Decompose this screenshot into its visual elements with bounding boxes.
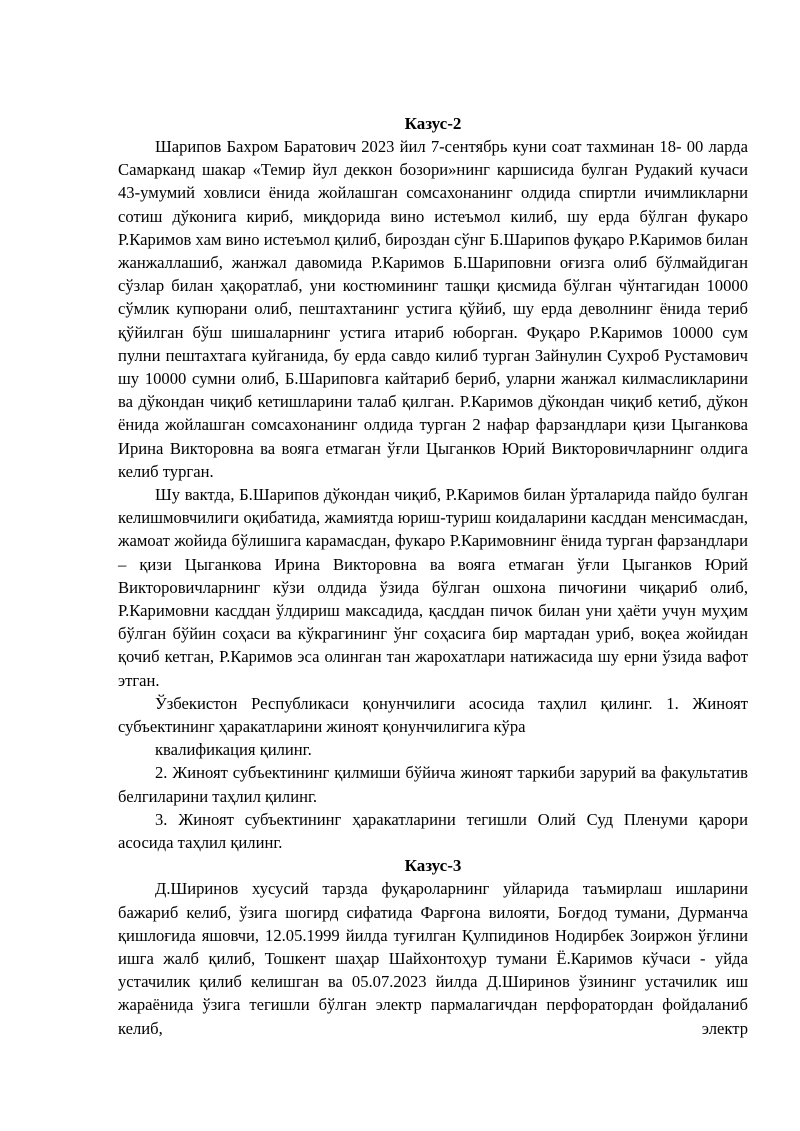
case-2-task-3: 3. Жиноят субъектининг ҳаракатларини тегишли Олий Суд Пленуми қарори асосида таҳлил қилинг. — [118, 809, 748, 853]
case-2-paragraph-1: Шарипов Бахром Баратович 2023 йил 7-сентябрь куни соат тахминан 18- 00 ларда Самарканд шакар «Темир йул деккон бозори»нинг каршисида булган Рудакий кучаси 43-умумий ховлиси ёнида жойлашган сомсахонанинг олдида спиртли ичимликларни сотиш дўконига кириб, миқдорида вино истеъмол килиб, шу ерда бўлган фукаро Р.Каримов хам вино истеъмол қилиб, бироздан сўнг Б.Шарипов фуқаро Р.Каримов билан жанжаллашиб, жанжал давомида Р.Каримов Б.Шариповни оғизга олиб бўлмайдиган сўзлар билан ҳақоратлаб, уни костюмининг ташқи қисмида бўлган чўнтагидан 10000 сўмлик купюрани олиб, пештахтанинг устига қўйиб, шу ерда деволнинг ёнида териб қўйилган бўш шишаларнинг устига итариб юборган. Фуқаро Р.Каримов 10000 сум пулни пештахтага куйганида, бу ерда савдо килиб турган Зайнулин Сухроб Рустамович шу 10000 сумни олиб, Б.Шариповга кайтариб бериб, уларни жанжал килмасликларини ва дўкондан чиқиб кетишларини талаб қилган. Р.Каримов дўкондан чиқиб кетиб, дўкон ёнида жойлашган сомсахонанинг олдида турган 2 нафар фарзандлари қизи Цыганкова Ирина Викторовна ва вояга етмаган ўғли Цыганков Юрий Викторовичларнинг олдига келиб турган. — [118, 137, 748, 481]
case-2-title: Казус-2 — [404, 114, 462, 133]
case-3-paragraph-1: Д.Ширинов хусусий тарзда фуқароларнинг уйларида таъмирлаш ишларини бажариб келиб, ўзига шогирд сифатида Фарғона вилояти, Боғдод тумани, Дурманча қишлоғида яшовчи, 12.05.1999 йилда туғилган Қулпидинов Нодирбек Зоиржон ўғлини ишга жалб қилиб, Тошкент шаҳар Шайхонтоҳур тумани Ё.Каримов кўчаси - уйда устачилик қилиб келишган ва 05.07.2023 йилда Д.Ширинов ўзининг устачилик иш жараёнида ўзига тегишли бўлган электр пармалагичдан перфоратордан фойдаланиб келиб, электр — [118, 879, 748, 1038]
case-2-task-2: 2. Жиноят субъектининг қилмиши бўйича жиноят таркиби зарурий ва факультатив белгиларини таҳлил қилинг. — [118, 763, 748, 806]
case-2-task-1-continued: квалификация қилинг. — [155, 740, 312, 760]
case-2-task-1: Ўзбекистон Республикаси қонунчилиги асосида таҳлил қилинг. 1. Жиноят субъектининг ҳаракатларини жиноят қонунчилигига кўра — [118, 693, 748, 737]
case-3-title: Казус-3 — [404, 856, 462, 876]
case-2-paragraph-2: Шу вактда, Б.Шарипов дўкондан чиқиб, Р.Каримов билан ўрталарида пайдо булган келишмовчилиги оқибатида, жамиятда юриш-туриш коидаларини касддан менсимасдан, жамоат жойида бўлишига карамасдан, фукаро Р.Каримовнинг ёнида турган фарзандлари – қизи Цыганкова Ирина Викторовна ва вояга етмаган ўғли Цыганков Юрий Викторовичларнинг кўзи олдида ўзида бўлган ошхона пичоғини чиқариб олиб, Р.Каримовни касддан ўлдириш максадида, қасддан пичок билан уни ҳаёти учун муҳим бўлган бўйин соҳаси ва кўкрагининг ўнг соҳасига бир мартадан уриб, воқеа жойидан қочиб кетган, Р.Каримов эса олинган тан жарохатлари натижасида шу ерни ўзида вафот этган. — [118, 485, 748, 690]
